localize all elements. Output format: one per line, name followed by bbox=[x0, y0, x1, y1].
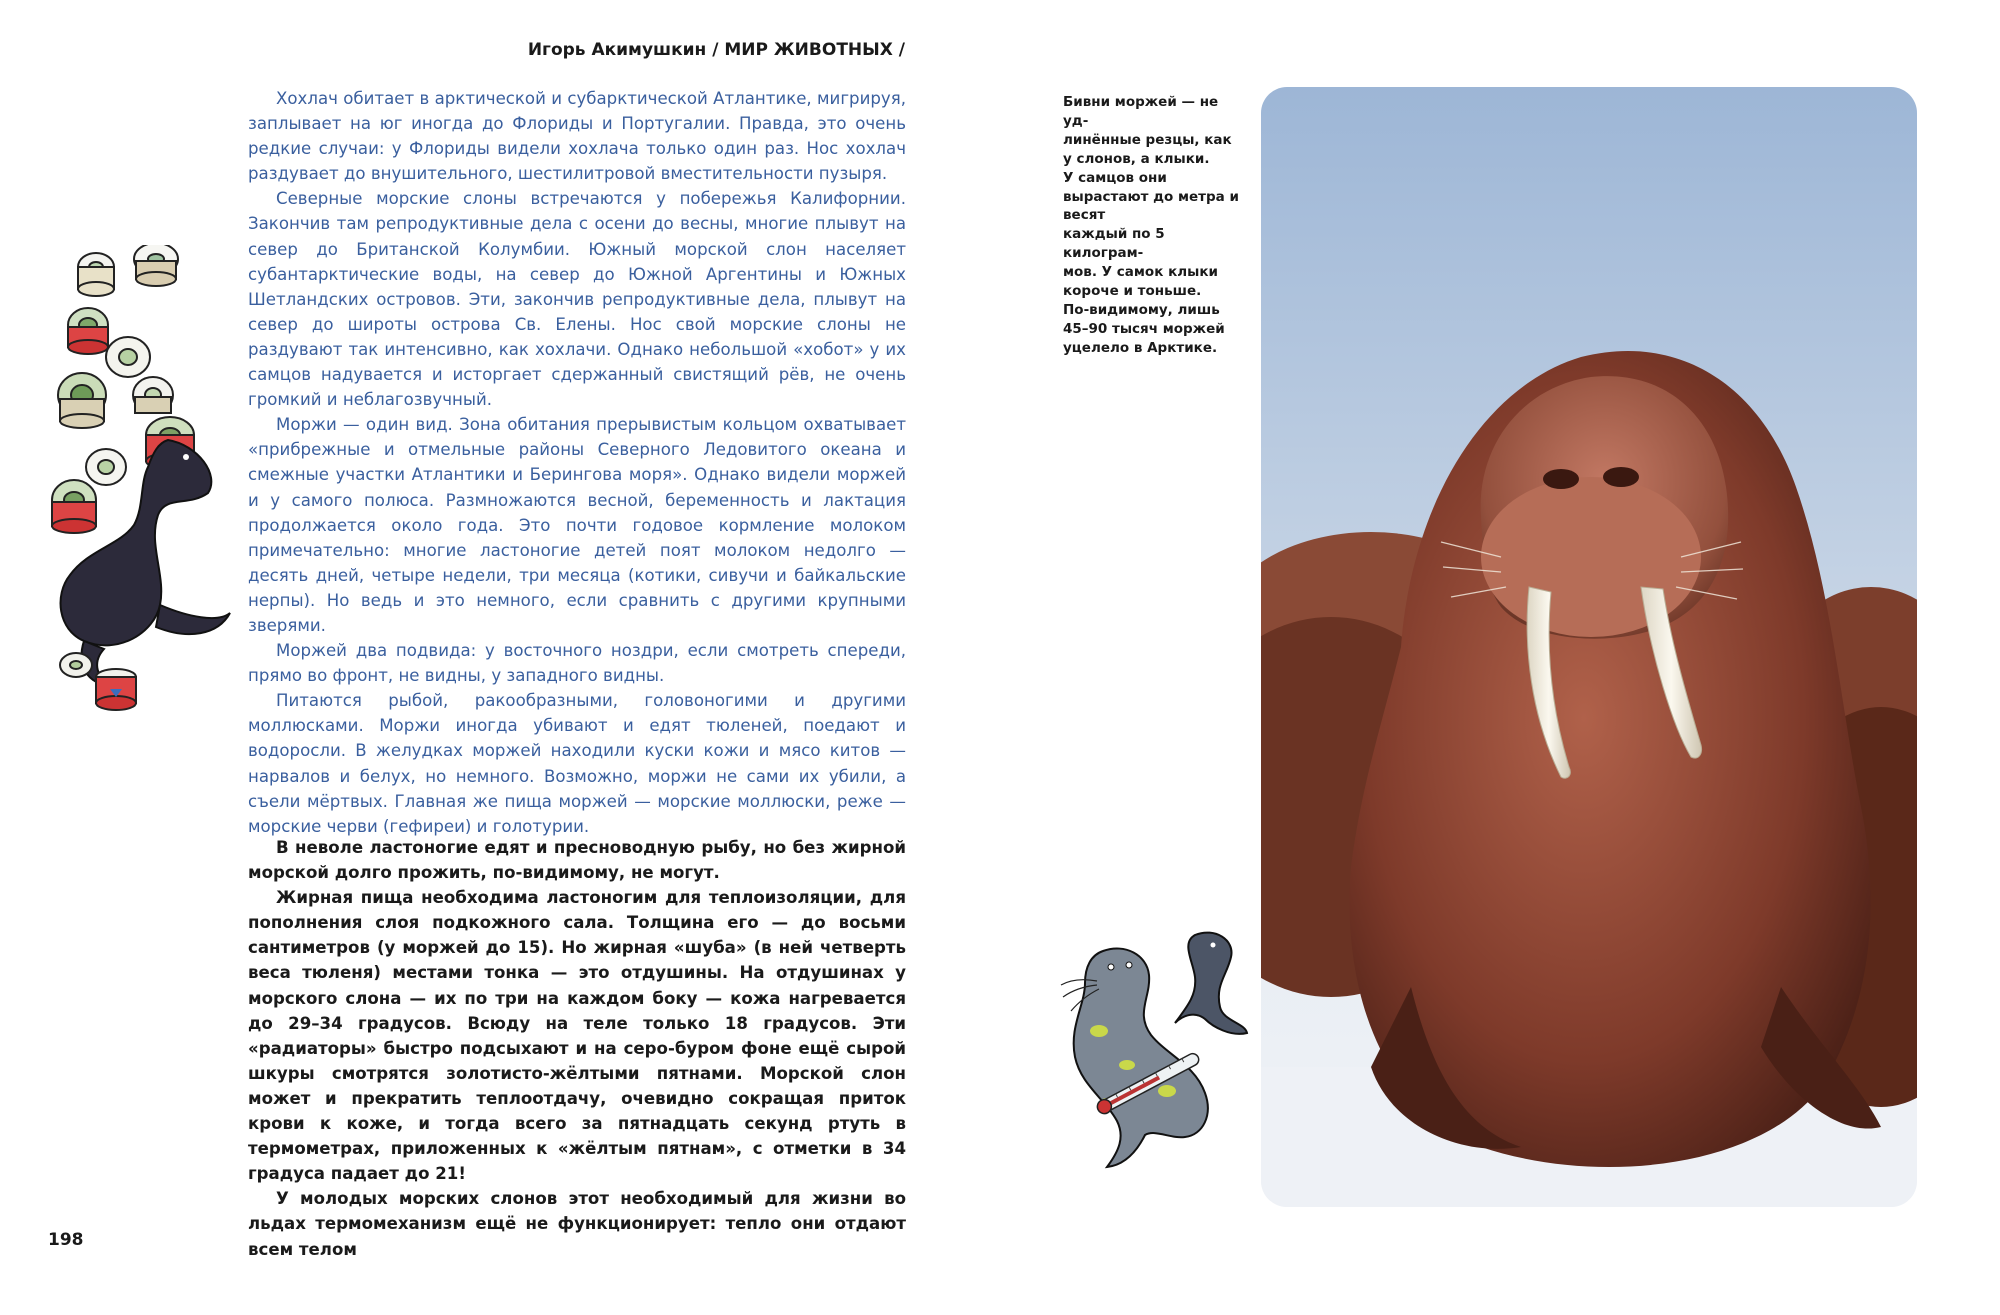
paragraph: Северные морские слоны встречаются у побережья Калифорнии. Закончив там репродуктивные дела с осени до весны, многие плывут на север до Британской Колумбии. Южный морской слон населяет субантарктические воды, на север до Южной Аргентины и Южных Шетландских островов. Эти, закончив репродуктивные дела, плывут на север до широты острова Св. Елены. Нос свой морские слоны не раздувают так интенсивно, как хохлачи. Однако небольшой «хобот» у их самцов надувается и исторгает сдержанный свистящий рёв, не очень громкий и неблагозвучный. bbox=[248, 189, 906, 410]
caption-line: 45–90 тысяч моржей bbox=[1063, 320, 1225, 337]
walrus-photo bbox=[1261, 87, 1917, 1207]
paragraph: У молодых морских слонов этот необходимый для жизни во льдах термомеханизм ещё не функционирует: тепло они отдают всем телом bbox=[248, 1189, 906, 1259]
running-header bbox=[528, 40, 905, 60]
paragraph: В неволе ластоногие едят и пресноводную рыбу, но без жирной морской долго прожить, по-видимому, не могут. bbox=[248, 838, 906, 883]
paragraph: Моржей два подвида: у восточного ноздри, если смотреть спереди, прямо во фронт, не видны, у западного видны. bbox=[248, 641, 906, 686]
caption-line: мов. У самок клыки bbox=[1063, 264, 1218, 281]
caption-line: короче и тоньше. bbox=[1063, 283, 1202, 300]
paragraph: Жирная пища необходима ластоногим для теплоизоляции, для пополнения слоя подкожного сала. Толщина его — до восьми сантиметров (у моржей до 15). Но жирная «шуба» (в ней четверть веса тюленя) местами тонка — это отдушины. На отдушинах у морского слона — их по три на каждом боку — кожа нагревается до 29–34 градусов. Всюду на теле только 18 градусов. Эти «радиаторы» быстро подсыхают и на серо-буром фоне ещё сырой шкуры смотрятся золотисто-жёлтыми пятнами. Морской слон может и прекратить теплоотдачу, очевидно сокращая приток крови к коже, и тогда всего за пятнадцать секунд ртуть в термометрах, приложенных к «жёлтым пятнам», с отметки в 34 градуса падает до 21! bbox=[248, 888, 906, 1184]
caption-line: каждый по 5 килограм- bbox=[1063, 226, 1165, 262]
paragraph: Хохлач обитает в арктической и субарктической Атлантике, мигрируя, заплывает на юг иногда до Флориды и Португалии. Правда, это очень редкие случаи: у Флориды видели хохлача только один раз. Нос хохлач раздувает до внушительного, шестилитровой вместительности пузыря. bbox=[248, 89, 906, 184]
header-author: Игорь Акимушкин bbox=[527, 40, 707, 60]
seal-juggling-cans-illustration bbox=[48, 245, 238, 725]
photo-caption bbox=[1063, 93, 1241, 358]
seal-with-thermometer-illustration bbox=[1055, 915, 1255, 1180]
header-series: / МИР ЖИВОТНЫХ / bbox=[712, 40, 905, 60]
caption-line: Бивни моржей — не уд- bbox=[1063, 94, 1219, 129]
paragraph: Питаются рыбой, ракообразными, головоногими и другими моллюсками. Моржи иногда убивают и едят тюленей, поедают и водоросли. В желудках моржей находили куски кожи и мясо китов — нарвалов и белух, но немного. Возможно, моржи не сами их убили, а съели мёртвых. Главная же пища моржей — морские моллюски, реже — морские черви (гефиреи) и голотурии. bbox=[248, 691, 906, 836]
paragraph: Моржи — один вид. Зона обитания прерывистым кольцом охватывает «прибрежные и отмельные районы Северного Ледовитого океана и смежные участки Атлантики и Берингова моря». Однако видели моржей и у самого полюса. Размножаются весной, беременность и лактация продолжается около года. Это почти годовое кормление молоком примечательно: многие ластоногие детей поят молоком недолго — десять дней, четыре недели, три месяца (котики, сивучи и байкальские нерпы). Но ведь и это немного, если сравнить с другими крупными зверями. bbox=[248, 415, 906, 635]
page-number: 198 bbox=[48, 1230, 84, 1250]
article-body-blue bbox=[248, 86, 906, 839]
caption-line: уцелело в Арктике. bbox=[1063, 339, 1218, 356]
caption-line: у слонов, а клыки. bbox=[1063, 150, 1210, 167]
caption-line: линённые резцы, как bbox=[1063, 131, 1232, 148]
article-body-black bbox=[248, 835, 906, 1262]
caption-line: По-видимому, лишь bbox=[1063, 301, 1220, 318]
caption-line: У самцов они вырастают до метра и весят bbox=[1063, 169, 1239, 224]
